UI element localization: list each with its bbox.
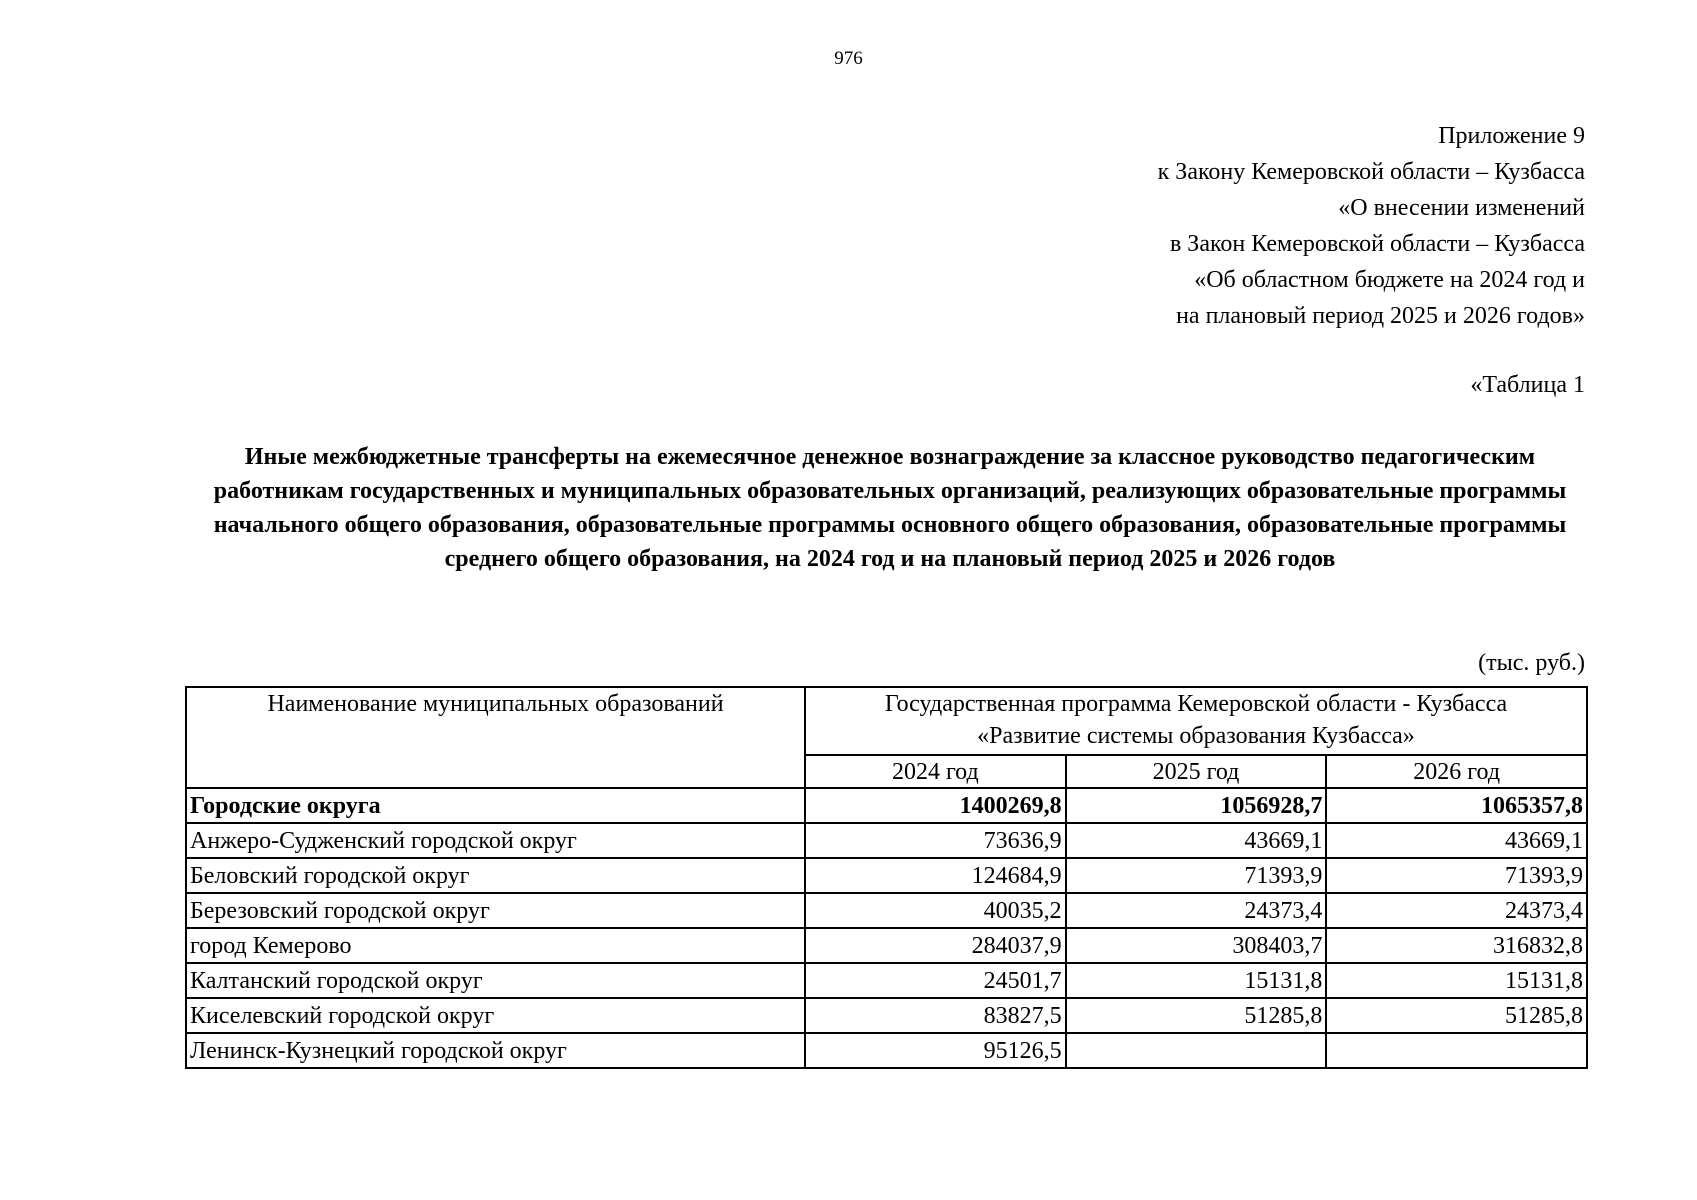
table-row-group-total (186, 788, 1587, 823)
cell-2024: 95126,5 (805, 1033, 1066, 1068)
table-row (186, 998, 1587, 1033)
table-label: «Таблица 1 (1470, 372, 1585, 398)
cell-2024: 73636,9 (805, 823, 1066, 858)
units-label: (тыс. руб.) (1478, 650, 1585, 676)
cell-2025: 24373,4 (1066, 893, 1327, 928)
cell-2026: 51285,8 (1326, 998, 1587, 1033)
table-row (186, 928, 1587, 963)
appendix-header (1158, 118, 1585, 334)
cell-2024: 83827,5 (805, 998, 1066, 1033)
cell-2025: 15131,8 (1066, 963, 1327, 998)
cell-2026: 316832,8 (1326, 928, 1587, 963)
cell-2026: 43669,1 (1326, 823, 1587, 858)
cell-2025: 71393,9 (1066, 858, 1327, 893)
cell-2026: 15131,8 (1326, 963, 1587, 998)
cell-2024: 24501,7 (805, 963, 1066, 998)
table-row (186, 823, 1587, 858)
header-year-2026: 2026 год (1326, 755, 1587, 788)
appendix-line: «О внесении изменений (1338, 195, 1585, 221)
appendix-line: к Закону Кемеровской области – Кузбасса (1157, 159, 1585, 185)
cell-2026 (1326, 1033, 1587, 1068)
table-row (186, 893, 1587, 928)
cell-name: Киселевский городской округ (186, 998, 805, 1033)
header-program-line: «Развитие системы образования Кузбасса» (977, 723, 1415, 749)
cell-name: Березовский городской округ (186, 893, 805, 928)
cell-2025: 51285,8 (1066, 998, 1327, 1033)
appendix-line: Приложение 9 (1438, 123, 1585, 149)
cell-2026: 1065357,8 (1326, 788, 1587, 823)
cell-2025: 308403,7 (1066, 928, 1327, 963)
cell-2024: 1400269,8 (805, 788, 1066, 823)
header-municipality: Наименование муниципальных образований (186, 687, 805, 788)
cell-name: Городские округа (186, 788, 805, 823)
cell-name: город Кемерово (186, 928, 805, 963)
page-number: 976 (834, 48, 863, 69)
transfers-table (185, 686, 1588, 1069)
header-year-2025: 2025 год (1066, 755, 1327, 788)
cell-name: Ленинск-Кузнецкий городской округ (186, 1033, 805, 1068)
appendix-line: «Об областном бюджете на 2024 год и (1194, 267, 1585, 293)
cell-name: Анжеро-Судженский городской округ (186, 823, 805, 858)
cell-2026: 71393,9 (1326, 858, 1587, 893)
table-row (186, 1033, 1587, 1068)
cell-name: Беловский городской округ (186, 858, 805, 893)
cell-2025: 1056928,7 (1066, 788, 1327, 823)
table-row (186, 963, 1587, 998)
header-year-2024: 2024 год (805, 755, 1066, 788)
table-row (186, 858, 1587, 893)
cell-2024: 124684,9 (805, 858, 1066, 893)
cell-2025: 43669,1 (1066, 823, 1327, 858)
appendix-line: на плановый период 2025 и 2026 годов» (1176, 303, 1585, 329)
appendix-line: в Закон Кемеровской области – Кузбасса (1169, 231, 1585, 257)
header-program (805, 687, 1587, 755)
cell-name: Калтанский городской округ (186, 963, 805, 998)
cell-2026: 24373,4 (1326, 893, 1587, 928)
cell-2024: 40035,2 (805, 893, 1066, 928)
cell-2025 (1066, 1033, 1327, 1068)
document-title: Иные межбюджетные трансферты на ежемесячное денежное вознаграждение за классное руководство педагогическим работникам государственных и муниципальных образовательных организаций, реализующих образовательные программы начального общего образования, образовательные программы основного общего образования, образовательные программы среднего общего образования, на 2024 год и на плановый период 2025 и 2026 годов (213, 444, 1567, 572)
header-program-line: Государственная программа Кемеровской области - Кузбасса (884, 691, 1508, 717)
cell-2024: 284037,9 (805, 928, 1066, 963)
